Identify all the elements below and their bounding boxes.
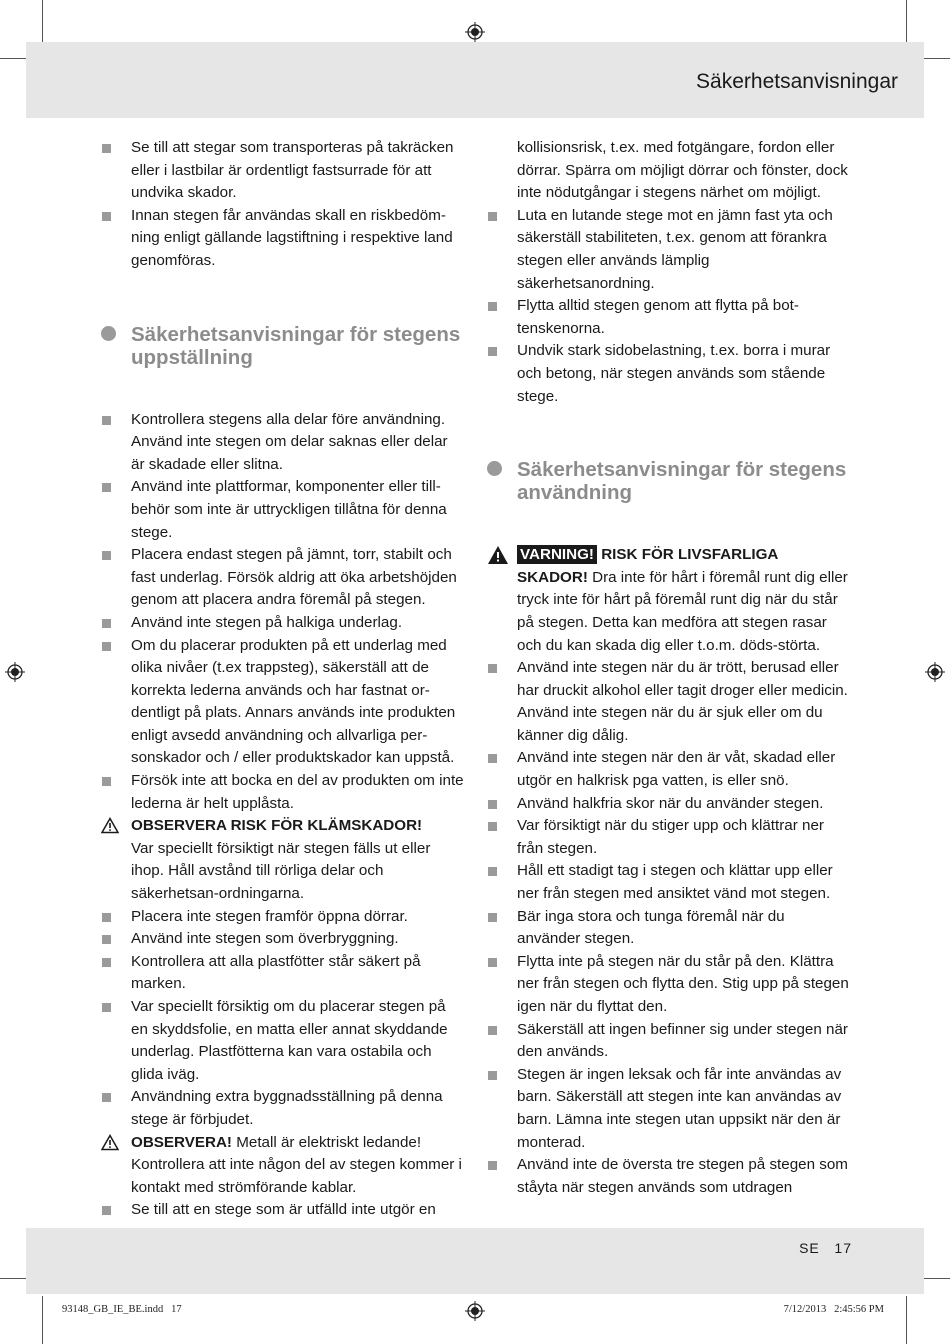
bullet-square-icon xyxy=(102,144,111,153)
caution-title: OBSERVERA! xyxy=(131,1133,232,1151)
bullet-square-icon xyxy=(102,1093,111,1102)
bullet-square-icon xyxy=(102,416,111,425)
usage-list xyxy=(487,657,851,1199)
bullet-square-icon xyxy=(488,1071,497,1080)
header-band xyxy=(26,42,924,118)
list-item: Bär inga stora och tunga föremål när du använder stegen. xyxy=(487,906,851,951)
list-item: Flytta alltid stegen genom att flytta på bot-tenskenorna. xyxy=(487,295,851,340)
warning-text: Dra inte för hårt i föremål runt dig eller tryck inte för hårt på föremål runt dig när du står på stegen. Detta kan medföra att stegen rasar och du kan skada dig eller t.o.m. döds-störta. xyxy=(517,568,848,654)
caution-text: Metall är elektriskt ledande! Kontrollera att inte någon del av stegen kommer i kontakt med strömförande kablar. xyxy=(131,1133,462,1196)
list-item: Var speciellt försiktig om du placerar stegen på en skyddsfolie, en matta eller annat skyddande underlag. Plastfötterna kan vara ostabila och glida iväg. xyxy=(101,996,465,1086)
caution-text: Var speciellt försiktigt när stegen fälls ut eller ihop. Håll avstånd till rörliga delar och säkerhetsan-ordningarna. xyxy=(131,839,431,903)
crop-mark xyxy=(906,0,907,44)
warning-triangle-icon xyxy=(487,545,509,565)
crop-mark xyxy=(42,1296,43,1344)
crop-mark xyxy=(0,58,26,59)
bullet-square-icon xyxy=(102,212,111,221)
bullet-square-icon xyxy=(102,483,111,492)
bullet-square-icon xyxy=(488,664,497,673)
crop-mark xyxy=(0,1278,26,1279)
section-heading: Säkerhetsanvisningar för stegens uppställning xyxy=(101,323,465,369)
section-dot-icon xyxy=(487,461,502,476)
list-item: Var försiktigt när du stiger upp och klättrar ner från stegen. xyxy=(487,815,851,860)
crop-mark xyxy=(924,58,950,59)
list-item: Innan stegen får användas skall en riskbedöm-ning enligt gällande lagstiftning i respektive land genomföras. xyxy=(101,205,465,273)
list-item: Använd halkfria skor när du använder stegen. xyxy=(487,793,851,816)
list-item: Försök inte att bocka en del av produkten om inte lederna är helt upplåsta. xyxy=(101,770,465,815)
crop-mark xyxy=(42,0,43,44)
list-item: Luta en lutande stege mot en jämn fast yta och säkerställ stabiliteten, t.ex. genom att förankra stegen eller används lämplig säkerhetsanordning. xyxy=(487,205,851,295)
left-column xyxy=(101,137,465,1222)
right-column xyxy=(487,137,851,1199)
intro-list xyxy=(101,137,465,273)
bullet-square-icon xyxy=(102,1003,111,1012)
bullet-square-icon xyxy=(102,777,111,786)
bullet-square-icon xyxy=(488,867,497,876)
bullet-square-icon xyxy=(488,958,497,967)
bullet-square-icon xyxy=(102,642,111,651)
bullet-square-icon xyxy=(488,1026,497,1035)
list-item: Använd inte stegen när den är våt, skadad eller utgör en halkrisk pga vatten, is eller snö. xyxy=(487,747,851,792)
caution-note xyxy=(101,815,465,905)
page-title: Säkerhetsanvisningar xyxy=(696,70,898,93)
bullet-square-icon xyxy=(488,212,497,221)
list-item: Använd inte de översta tre stegen på stegen som ståyta när stegen används som utdragen xyxy=(487,1154,851,1199)
list-item: Undvik stark sidobelastning, t.ex. borra i murar och betong, när stegen används som stående stege. xyxy=(487,340,851,408)
warning-triangle-icon xyxy=(101,1134,119,1151)
list-item: Se till att stegar som transporteras på takräcken eller i lastbilar är ordentligt fastsurrade för att undvika skador. xyxy=(101,137,465,205)
warning-title: RISK FÖR LIVSFARLIGA SKADOR! xyxy=(517,546,778,586)
bullet-square-icon xyxy=(102,619,111,628)
list-item: Placera endast stegen på jämnt, torr, stabilt och fast underlag. Försök aldrig att öka arbetshöjden genom att placera andra föremål på stegen. xyxy=(101,544,465,612)
bullet-square-icon xyxy=(488,754,497,763)
list-item: Flytta inte på stegen när du står på den. Klättra ner från stegen och flytta den. Stig upp på stegen igen när du flyttat den. xyxy=(487,951,851,1019)
registration-mark-icon xyxy=(5,662,25,682)
registration-mark-icon xyxy=(465,22,485,42)
list-item: Stegen är ingen leksak och får inte användas av barn. Säkerställ att stegen inte kan användas av barn. Lämna inte stegen utan uppsikt när den är monterad. xyxy=(487,1064,851,1154)
bullet-square-icon xyxy=(488,800,497,809)
list-item: Kontrollera stegens alla delar före användning. Använd inte stegen om delar saknas eller delar är skadade eller slitna. xyxy=(101,409,465,477)
list-item: Om du placerar produkten på ett underlag med olika nivåer (t.ex trappsteg), säkerställ att de korrekta lederna används och har fastnat or-dentligt på plats. Annars används inte produkten enligt avsedd användning och allvarliga per-sonskador och / eller produktskador kan uppstå. xyxy=(101,635,465,771)
bullet-square-icon xyxy=(102,935,111,944)
list-item: Håll ett stadigt tag i stegen och klättar upp eller ner från stegen med ansiktet vänd mot stegen. xyxy=(487,860,851,905)
crop-mark xyxy=(924,1278,950,1279)
setup-list-3 xyxy=(487,205,851,408)
list-item: Använd inte stegen som överbryggning. xyxy=(101,928,465,951)
crop-mark xyxy=(906,1296,907,1344)
bullet-square-icon xyxy=(102,913,111,922)
warning-note xyxy=(487,544,851,657)
list-item: Använd inte plattformar, komponenter eller till-behör som inte är uttryckligen tillåtna för denna stege. xyxy=(101,476,465,544)
bullet-square-icon xyxy=(488,347,497,356)
bullet-square-icon xyxy=(102,551,111,560)
list-item: Kontrollera att alla plastfötter står säkert på marken. xyxy=(101,951,465,996)
list-item: Säkerställ att ingen befinner sig under stegen när den används. xyxy=(487,1019,851,1064)
bullet-square-icon xyxy=(102,1206,111,1215)
caution-note xyxy=(101,1132,465,1200)
list-item: Användning extra byggnadsställning på denna stege är förbjudet. xyxy=(101,1086,465,1131)
setup-list-2 xyxy=(101,906,465,1132)
footer-band xyxy=(26,1228,924,1294)
slug-date: 7/12/2013 2:45:56 PM xyxy=(783,1304,884,1315)
list-item: Använd inte stegen när du är trött, berusad eller har druckit alkohol eller tagit droger eller medicin. Använd inte stegen när du är sjuk eller om du känner dig dålig. xyxy=(487,657,851,747)
list-item: Placera inte stegen framför öppna dörrar. xyxy=(101,906,465,929)
setup-list xyxy=(101,409,465,816)
warning-badge: VARNING! xyxy=(517,545,597,564)
bullet-square-icon xyxy=(488,822,497,831)
bullet-square-icon xyxy=(488,302,497,311)
page-number: SE 17 xyxy=(799,1240,852,1256)
section-dot-icon xyxy=(101,326,116,341)
warning-triangle-icon xyxy=(101,817,119,834)
list-item-continued: kollisionsrisk, t.ex. med fotgängare, fordon eller dörrar. Spärra om möjligt dörrar och fönster, dock inte nödutgångar i stegens närhet om möjligt. xyxy=(517,139,848,202)
caution-title: OBSERVERA RISK FÖR KLÄMSKADOR! xyxy=(131,817,423,835)
registration-mark-icon xyxy=(465,1301,485,1321)
bullet-square-icon xyxy=(488,913,497,922)
registration-mark-icon xyxy=(925,662,945,682)
bullet-square-icon xyxy=(488,1161,497,1170)
list-item: Se till att en stege som är utfälld inte utgör en xyxy=(101,1199,465,1222)
slug-filename: 93148_GB_IE_BE.indd 17 xyxy=(62,1304,182,1315)
section-heading: Säkerhetsanvisningar för stegens användning xyxy=(487,458,851,504)
list-item: Använd inte stegen på halkiga underlag. xyxy=(101,612,465,635)
bullet-square-icon xyxy=(102,958,111,967)
